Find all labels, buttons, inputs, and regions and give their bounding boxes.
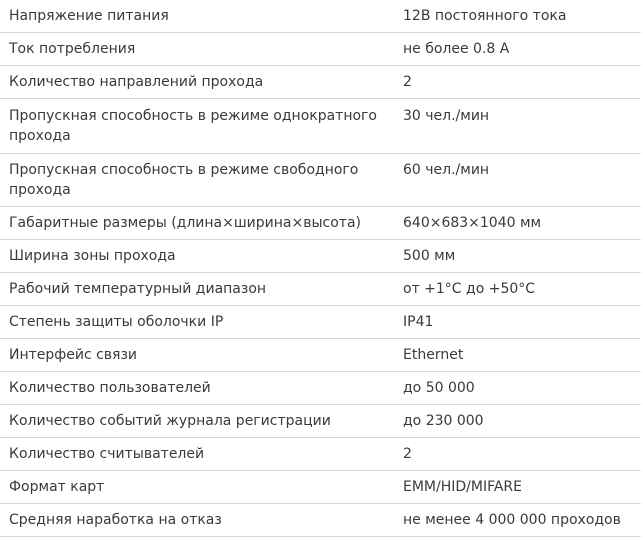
param-label: Формат карт: [0, 471, 393, 504]
table-row: [0, 33, 641, 66]
table-row: [0, 240, 641, 273]
table-row: [0, 405, 641, 438]
table-row: [0, 471, 641, 504]
param-value: не менее 4 000 000 проходов: [393, 504, 641, 537]
param-value: от +1°С до +50°С: [393, 273, 641, 306]
param-label: Количество считывателей: [0, 438, 393, 471]
param-value: 60 чел./мин: [393, 154, 641, 207]
param-label: Пропускная способность в режиме свободного прохода: [0, 154, 393, 207]
table-row: [0, 0, 641, 33]
table-row: [0, 438, 641, 471]
param-value: IP41: [393, 306, 641, 339]
param-value: Ethernet: [393, 339, 641, 372]
param-label: Напряжение питания: [0, 0, 393, 33]
param-value: 30 чел./мин: [393, 99, 641, 154]
param-label: Количество пользователей: [0, 372, 393, 405]
param-label: Габаритные размеры (длина×ширина×высота): [0, 207, 393, 240]
table-row: [0, 154, 641, 207]
param-value: 500 мм: [393, 240, 641, 273]
param-value: 2: [393, 66, 641, 99]
param-value: не более 0.8 А: [393, 33, 641, 66]
param-value: 2: [393, 438, 641, 471]
param-value: до 230 000: [393, 405, 641, 438]
param-label: Средняя наработка на отказ: [0, 504, 393, 537]
table-row: [0, 339, 641, 372]
param-label: Количество направлений прохода: [0, 66, 393, 99]
param-value: 640×683×1040 мм: [393, 207, 641, 240]
param-value: 12В постоянного тока: [393, 0, 641, 33]
param-label: Ширина зоны прохода: [0, 240, 393, 273]
param-value: до 50 000: [393, 372, 641, 405]
table-row: [0, 372, 641, 405]
param-label: Количество событий журнала регистрации: [0, 405, 393, 438]
param-label: Ток потребления: [0, 33, 393, 66]
param-value: EMM/HID/MIFARE: [393, 471, 641, 504]
table-row: [0, 273, 641, 306]
table-row: [0, 207, 641, 240]
param-label: Пропускная способность в режиме однократного прохода: [0, 99, 393, 154]
table-row: [0, 99, 641, 154]
param-label: Рабочий температурный диапазон: [0, 273, 393, 306]
table-row: [0, 66, 641, 99]
table-row: [0, 504, 641, 537]
param-label: Степень защиты оболочки IP: [0, 306, 393, 339]
param-label: Интерфейс связи: [0, 339, 393, 372]
table-row: [0, 306, 641, 339]
